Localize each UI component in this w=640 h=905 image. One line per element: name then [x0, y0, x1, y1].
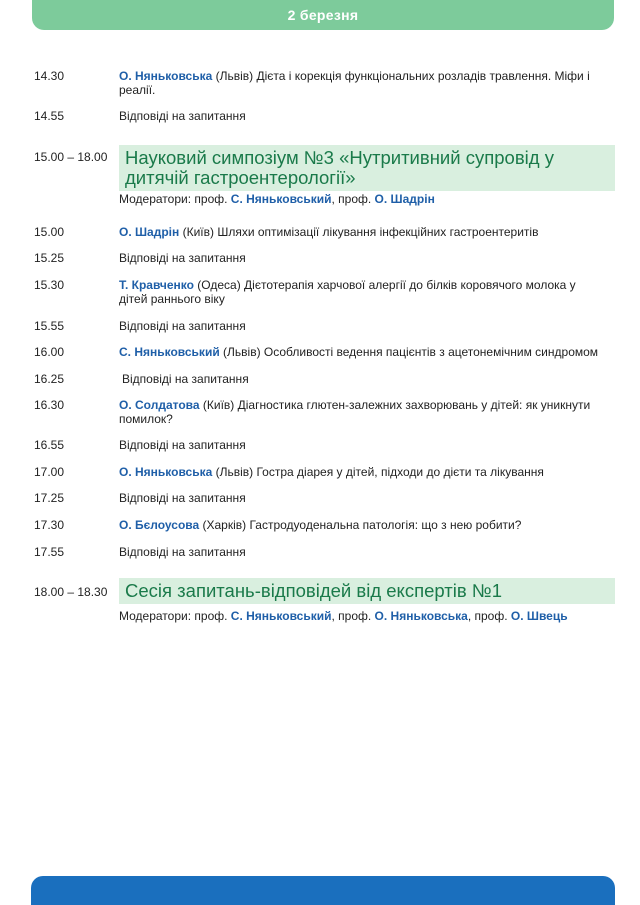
qa: Відповіді на запитання [119, 319, 246, 333]
moderators-label: Модератори: [119, 192, 195, 206]
moderator-name: С. Няньковський [230, 192, 332, 206]
talk [119, 345, 614, 359]
qa: Відповіді на запитання [119, 438, 246, 452]
moderator-name: О. Шадрін [374, 192, 435, 206]
speaker-name: О. Няньковська [119, 465, 213, 479]
time: 15.25 [34, 251, 65, 265]
qa: Відповіді на запитання [122, 372, 249, 386]
time: 14.55 [34, 109, 65, 123]
talk [119, 225, 614, 239]
time: 18.00 – 18.30 [34, 585, 108, 599]
speaker-name: О. Шадрін [119, 225, 180, 239]
moderators-label: Модератори: [119, 609, 195, 623]
footer-bar [31, 876, 615, 905]
time: 16.00 [34, 345, 65, 359]
speaker-name: О. Бєлоусова [119, 518, 200, 532]
time: 15.00 – 18.00 [34, 150, 108, 164]
talk-title: (Київ) Шляхи оптимізації лікування інфекційних гастроентеритів [179, 225, 539, 239]
speaker-name: Т. Кравченко [119, 278, 194, 292]
talk [119, 278, 589, 306]
time: 16.25 [34, 372, 65, 386]
talk-title: (Львів) Дієта і корекція функціональних розладів травлення. Міфи і реалії. [119, 69, 590, 97]
talk-title: (Одеса) Дієтотерапія харчової алергії до білків коровячого молока у дітей раннього віку [119, 278, 576, 306]
time: 17.55 [34, 545, 65, 559]
moderators [119, 192, 614, 206]
time: 16.30 [34, 398, 65, 412]
moderator-sep: , проф. [331, 192, 375, 206]
time: 17.30 [34, 518, 65, 532]
moderator-name: С. Няньковський [230, 609, 332, 623]
moderator-sep: , проф. [331, 609, 375, 623]
moderator-sep: , проф. [467, 609, 511, 623]
symposium-title: Науковий симпозіум №3 «Нутритивний супровід у дитячій гастроентерології» [119, 145, 615, 191]
talk-title: (Львів) Гостра діарея у дітей, підходи до дієти та лікування [212, 465, 544, 479]
speaker-name: С. Няньковський [119, 345, 220, 359]
moderator-name: О. Швець [510, 609, 568, 623]
time: 14.30 [34, 69, 65, 83]
talk [119, 69, 614, 97]
moderator-name: О. Няньковська [374, 609, 468, 623]
qa: Відповіді на запитання [119, 251, 246, 265]
time: 17.00 [34, 465, 65, 479]
talk [119, 398, 614, 426]
speaker-name: О. Няньковська [119, 69, 213, 83]
talk-title: (Львів) Особливості ведення пацієнтів з ацетонемічним синдромом [219, 345, 599, 359]
qa: Відповіді на запитання [119, 491, 246, 505]
session-title: Сесія запитань-відповідей від експертів №1 [119, 578, 615, 604]
time: 15.00 [34, 225, 65, 239]
time: 16.55 [34, 438, 65, 452]
date-title: 2 березня [287, 7, 359, 23]
talk [119, 518, 614, 532]
moderators [119, 609, 614, 623]
talk [119, 465, 614, 479]
time: 15.30 [34, 278, 65, 292]
qa: Відповіді на запитання [119, 109, 246, 123]
talk-title: (Київ) Діагностика глютен-залежних захворювань у дітей: як уникнути помилок? [119, 398, 591, 426]
qa: Відповіді на запитання [119, 545, 246, 559]
moderator-title: проф. [194, 609, 231, 623]
date-header [32, 0, 614, 30]
time: 15.55 [34, 319, 65, 333]
talk-title: (Харків) Гастродуоденальна патологія: що з нею робити? [199, 518, 522, 532]
moderator-title: проф. [194, 192, 231, 206]
speaker-name: О. Солдатова [119, 398, 200, 412]
time: 17.25 [34, 491, 65, 505]
